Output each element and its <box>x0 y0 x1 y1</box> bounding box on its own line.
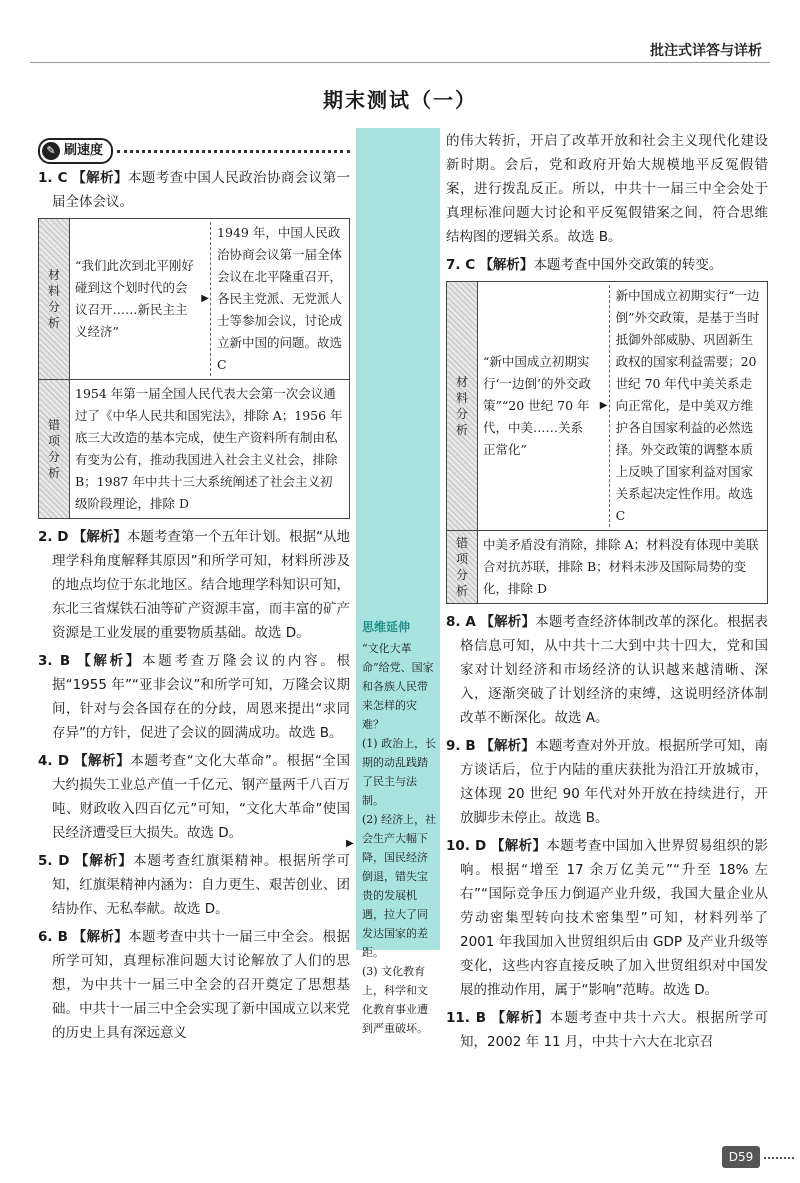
material-analysis-cell <box>478 282 768 531</box>
answer-text: 本题考查中国加入世界贸易组织的影响。根据“增至 17 余万亿美元”“升至 18% 左右”“国际竞争压力倒逼产业升级，我国大量企业从劳动密集型转向技术密集型”可知，材料列举了 2001 年我国加入世贸组织后由 GDP 及产业升级等变化，这些内容直接反映了加入世贸组织对中国发展的推动作用，属于“影响”范畴。故选 D。 <box>460 838 768 998</box>
analysis-tag: 【解析】 <box>479 257 534 273</box>
answer-text: 本题考查红旗渠精神。根据所学可知，红旗渠精神内涵为：自力更生、艰苦创业、团结协作、无私奉献。故选 D。 <box>52 853 351 917</box>
wrong-option-cell: 中美矛盾没有消除，排除 A；材料没有体现中美联合对抗苏联，排除 B；材料未涉及国际局势的变化，排除 D <box>478 531 768 604</box>
sidebar-answer-1: (1) 政治上，长期的动乱践踏了民主与法制。 <box>362 737 437 807</box>
answer-text: 本题考查中共十一届三中全会。根据所学可知，真理标准问题大讨论解放了人们的思想，为中共十一届三中全会的召开奠定了思想基础。中共十一届三中全会实现了新中国成立以来党的历史上具有深远意义 <box>52 929 351 1041</box>
answer-number: 2. D <box>38 529 69 545</box>
material-analysis-cell <box>70 219 350 380</box>
analysis-tag: 【解析】 <box>72 929 129 945</box>
section-badge <box>38 138 113 164</box>
wrong-option-cell: 1954 年第一届全国人民代表大会第一次会议通过了《中华人民共和国宪法》，排除 A；1956 年底三大改造的基本完成，使生产资料所有制由私有变为公有，推动我国进入社会主义社会，排除 B；1987 年中共十三大系统阐述了社会主义初级阶段理论，排除 D <box>70 380 350 519</box>
analysis-tag: 【解析】 <box>77 653 143 669</box>
analysis-table-1 <box>38 218 350 519</box>
wrong-option-label: 错项分析 <box>39 380 70 519</box>
answer-number: 7. C <box>446 257 476 273</box>
page-number: D59 <box>722 1146 760 1168</box>
sidebar-title: 思维延伸 <box>362 620 411 634</box>
material-analysis-label: 材料分析 <box>39 219 70 380</box>
material-quote: “我们此次到北平刚好碰到这个划时代的会议召开……新民主主义经济” <box>75 258 194 339</box>
analysis-tag: 【解析】 <box>491 1010 550 1026</box>
wrong-option-label: 错项分析 <box>447 531 478 604</box>
sidebar-panel <box>346 128 440 1035</box>
header-tag: 批注式详答与详析 <box>650 43 762 59</box>
left-column <box>38 138 350 1049</box>
analysis-tag: 【解析】 <box>490 838 547 854</box>
answer-number: 4. D <box>38 753 70 769</box>
answer-1 <box>38 166 350 214</box>
answer-9 <box>446 734 768 830</box>
analysis-tag: 【解析】 <box>480 738 536 754</box>
arrow-right-icon: ▶ <box>599 400 608 411</box>
answer-11 <box>446 1006 768 1054</box>
section-label: 刷速度 <box>64 143 104 158</box>
header-rule <box>30 62 770 63</box>
sidebar-answer-3: (3) 文化教育上，科学和文化教育事业遭到严重破坏。 <box>362 965 428 1035</box>
answer-number: 9. B <box>446 738 476 754</box>
analysis-table-7 <box>446 281 768 604</box>
dotted-rule <box>117 150 350 153</box>
answer-5 <box>38 849 350 921</box>
page-title: 期末测试（一） <box>323 88 477 112</box>
corner-dotted-rule <box>764 1157 794 1159</box>
answer-8 <box>446 610 768 730</box>
answer-number: 8. A <box>446 614 476 630</box>
answer-text: 本题考查万隆会议的内容。根据“1955 年”“亚非会议”和所学可知，万隆会议期间，针对与会各国存在的分歧，周恩来提出“求同存异”的方针，促进了会议的圆满成功。故选 B。 <box>52 653 351 741</box>
answer-text: 本题考查第一个五年计划。根据“从地理学科角度解释其原因”和所学可知，材料所涉及的地点均位于东北地区。结合地理学科知识可知，东北三省煤铁石油等矿产资源丰富，而丰富的矿产资源是工业发展的重要物质基础。故选 D。 <box>52 529 351 641</box>
answer-text: 本题考查中国人民政治协商会议第一届全体会议。 <box>52 170 351 210</box>
answer-text: 本题考查对外开放。根据所学可知，南方谈话后，位于内陆的重庆获批为沿江开放城市，这体现 20 世纪 90 年代对外开放在持续进行，开放脚步未停止。故选 B。 <box>460 738 769 826</box>
analysis-tag: 【解析】 <box>73 753 131 769</box>
sidebar-answer-2: (2) 经济上，社会生产大幅下降，国民经济倒退，错失宝贵的发展机遇，拉大了同发达国家的差距。 <box>362 813 437 959</box>
answer-number: 5. D <box>38 853 70 869</box>
answer-3 <box>38 649 350 745</box>
analysis-tag: 【解析】 <box>74 853 133 869</box>
material-analysis-label: 材料分析 <box>447 282 478 531</box>
answer-number: 6. B <box>38 929 68 945</box>
answer-number: 3. B <box>38 653 71 669</box>
analysis-tag: 【解析】 <box>72 529 127 545</box>
analysis-tag: 【解析】 <box>480 614 536 630</box>
answer-text: 本题考查中国外交政策的转变。 <box>533 257 723 273</box>
answer-number: 10. D <box>446 838 487 854</box>
answer-6-continued: 的伟大转折，开启了改革开放和社会主义现代化建设新时期。会后，党和政府开始大规模地平反冤假错案，进行拨乱反正。所以，中共十一届三中全会处于真理标准问题大讨论和平反冤假错案之间，符合思维结构图的逻辑关系。故选 B。 <box>446 133 768 245</box>
thinking-extension <box>362 618 438 1038</box>
material-quote: “新中国成立初期实行‘一边倒’的外交政策”“20 世纪 70 年代，中美……关系正常化” <box>483 354 591 457</box>
answer-4 <box>38 749 350 845</box>
answer-10 <box>446 834 768 1002</box>
pointer-arrow-icon: ▶ <box>346 838 354 849</box>
answer-2 <box>38 525 350 645</box>
answer-number: 11. B <box>446 1010 487 1026</box>
material-explanation: 新中国成立初期实行“一边倒”外交政策，是基于当时抵御外部威胁、巩固新生政权的国家利益需要；20 世纪 70 年代中美关系走向正常化，是中美双方维护各自国家利益的必然选择。外交政策的调整本质上反映了国家利益对国家关系起决定性作用。故选 C <box>609 285 762 527</box>
section-header <box>38 138 350 164</box>
sidebar-question: “文化大革命”给党、国家和各族人民带来怎样的灾难？ <box>362 642 434 731</box>
speed-icon: ✎ <box>42 142 60 160</box>
analysis-tag: 【解析】 <box>72 170 128 186</box>
material-explanation: 1949 年，中国人民政治协商会议第一届全体会议在北平隆重召开，各民主党派、无党派人士等参加会议，讨论成立新中国的问题。故选 C <box>210 222 344 376</box>
arrow-right-icon: ▶ <box>201 293 209 304</box>
right-column <box>446 129 768 1058</box>
answer-text: 本题考查中共十六大。根据所学可知，2002 年 11 月，中共十六大在北京召 <box>460 1010 769 1050</box>
answer-text: 本题考查经济体制改革的深化。根据表格信息可知，从中共十二大到中共十四大，党和国家对计划经济和市场经济的认识越来越清晰、深入，逐渐突破了计划经济的束缚，这说明经济体制改革不断深化。故选 A。 <box>460 614 769 726</box>
answer-number: 1. C <box>38 170 68 186</box>
answer-text: 本题考查“文化大革命”。根据“全国大约损失工业总产值一千亿元、钢产量两千八百万吨、财政收入四百亿元”可知，“文化大革命”使国民经济遭受巨大损失。故选 D。 <box>52 753 351 841</box>
answer-7 <box>446 253 768 277</box>
answer-6 <box>38 925 350 1045</box>
